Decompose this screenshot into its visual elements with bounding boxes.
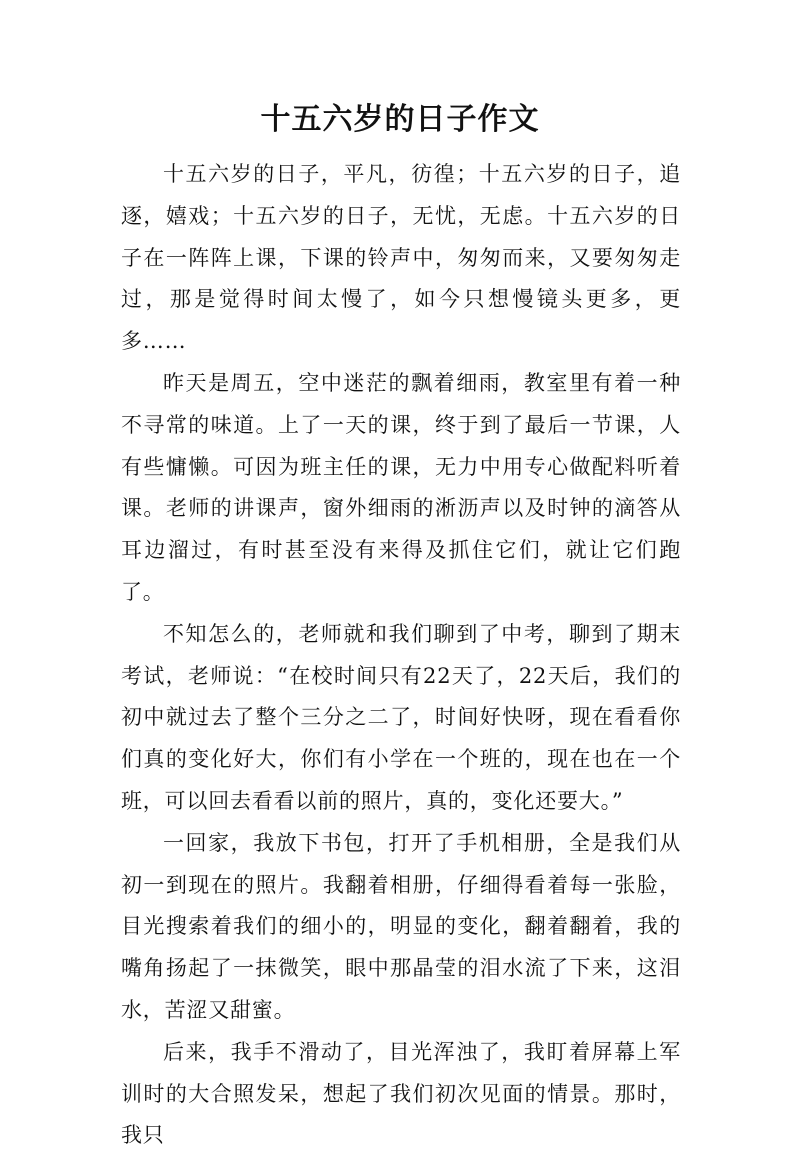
paragraph-1: 十五六岁的日子，平凡，彷徨；十五六岁的日子，追逐，嬉戏；十五六岁的日子，无忧，无虑。十五六岁的日子在一阵阵上课，下课的铃声中，匆匆而来，又要匆匆走过，那是觉得时间太慢了，如今只想慢镜头更多，更多…… xyxy=(121,162,681,354)
paragraph-5: 后来，我手不滑动了，目光浑浊了，我盯着屏幕上军训时的大合照发呆，想起了我们初次见面的情景。那时，我只 xyxy=(121,1039,681,1148)
document-title: 十五六岁的日子作文 xyxy=(260,102,540,137)
essay-body xyxy=(121,154,681,1157)
paragraph-3: 不知怎么的，老师就和我们聊到了中考，聊到了期末考试，老师说：“在校时间只有22天了，22天后，我们的初中就过去了整个三分之二了，时间好快呀，现在看看你们真的变化好大，你们有小学在一个班的，现在也在一个班，可以回去看看以前的照片，真的，变化还要大。” xyxy=(121,621,681,813)
paragraph-2: 昨天是周五，空中迷茫的飘着细雨，教室里有着一种不寻常的味道。上了一天的课，终于到了最后一节课，人有些慵懒。可因为班主任的课，无力中用专心做配料听着课。老师的讲课声，窗外细雨的淅沥声以及时钟的滴答从耳边溜过，有时甚至没有来得及抓住它们，就让它们跑了。 xyxy=(121,370,681,604)
paragraph-4: 一回家，我放下书包，打开了手机相册，全是我们从初一到现在的照片。我翻着相册，仔细得看着每一张脸，目光搜索着我们的细小的，明显的变化，翻着翻着，我的嘴角扬起了一抹微笑，眼中那晶莹的泪水流了下来，这泪水，苦涩又甜蜜。 xyxy=(121,830,681,1022)
